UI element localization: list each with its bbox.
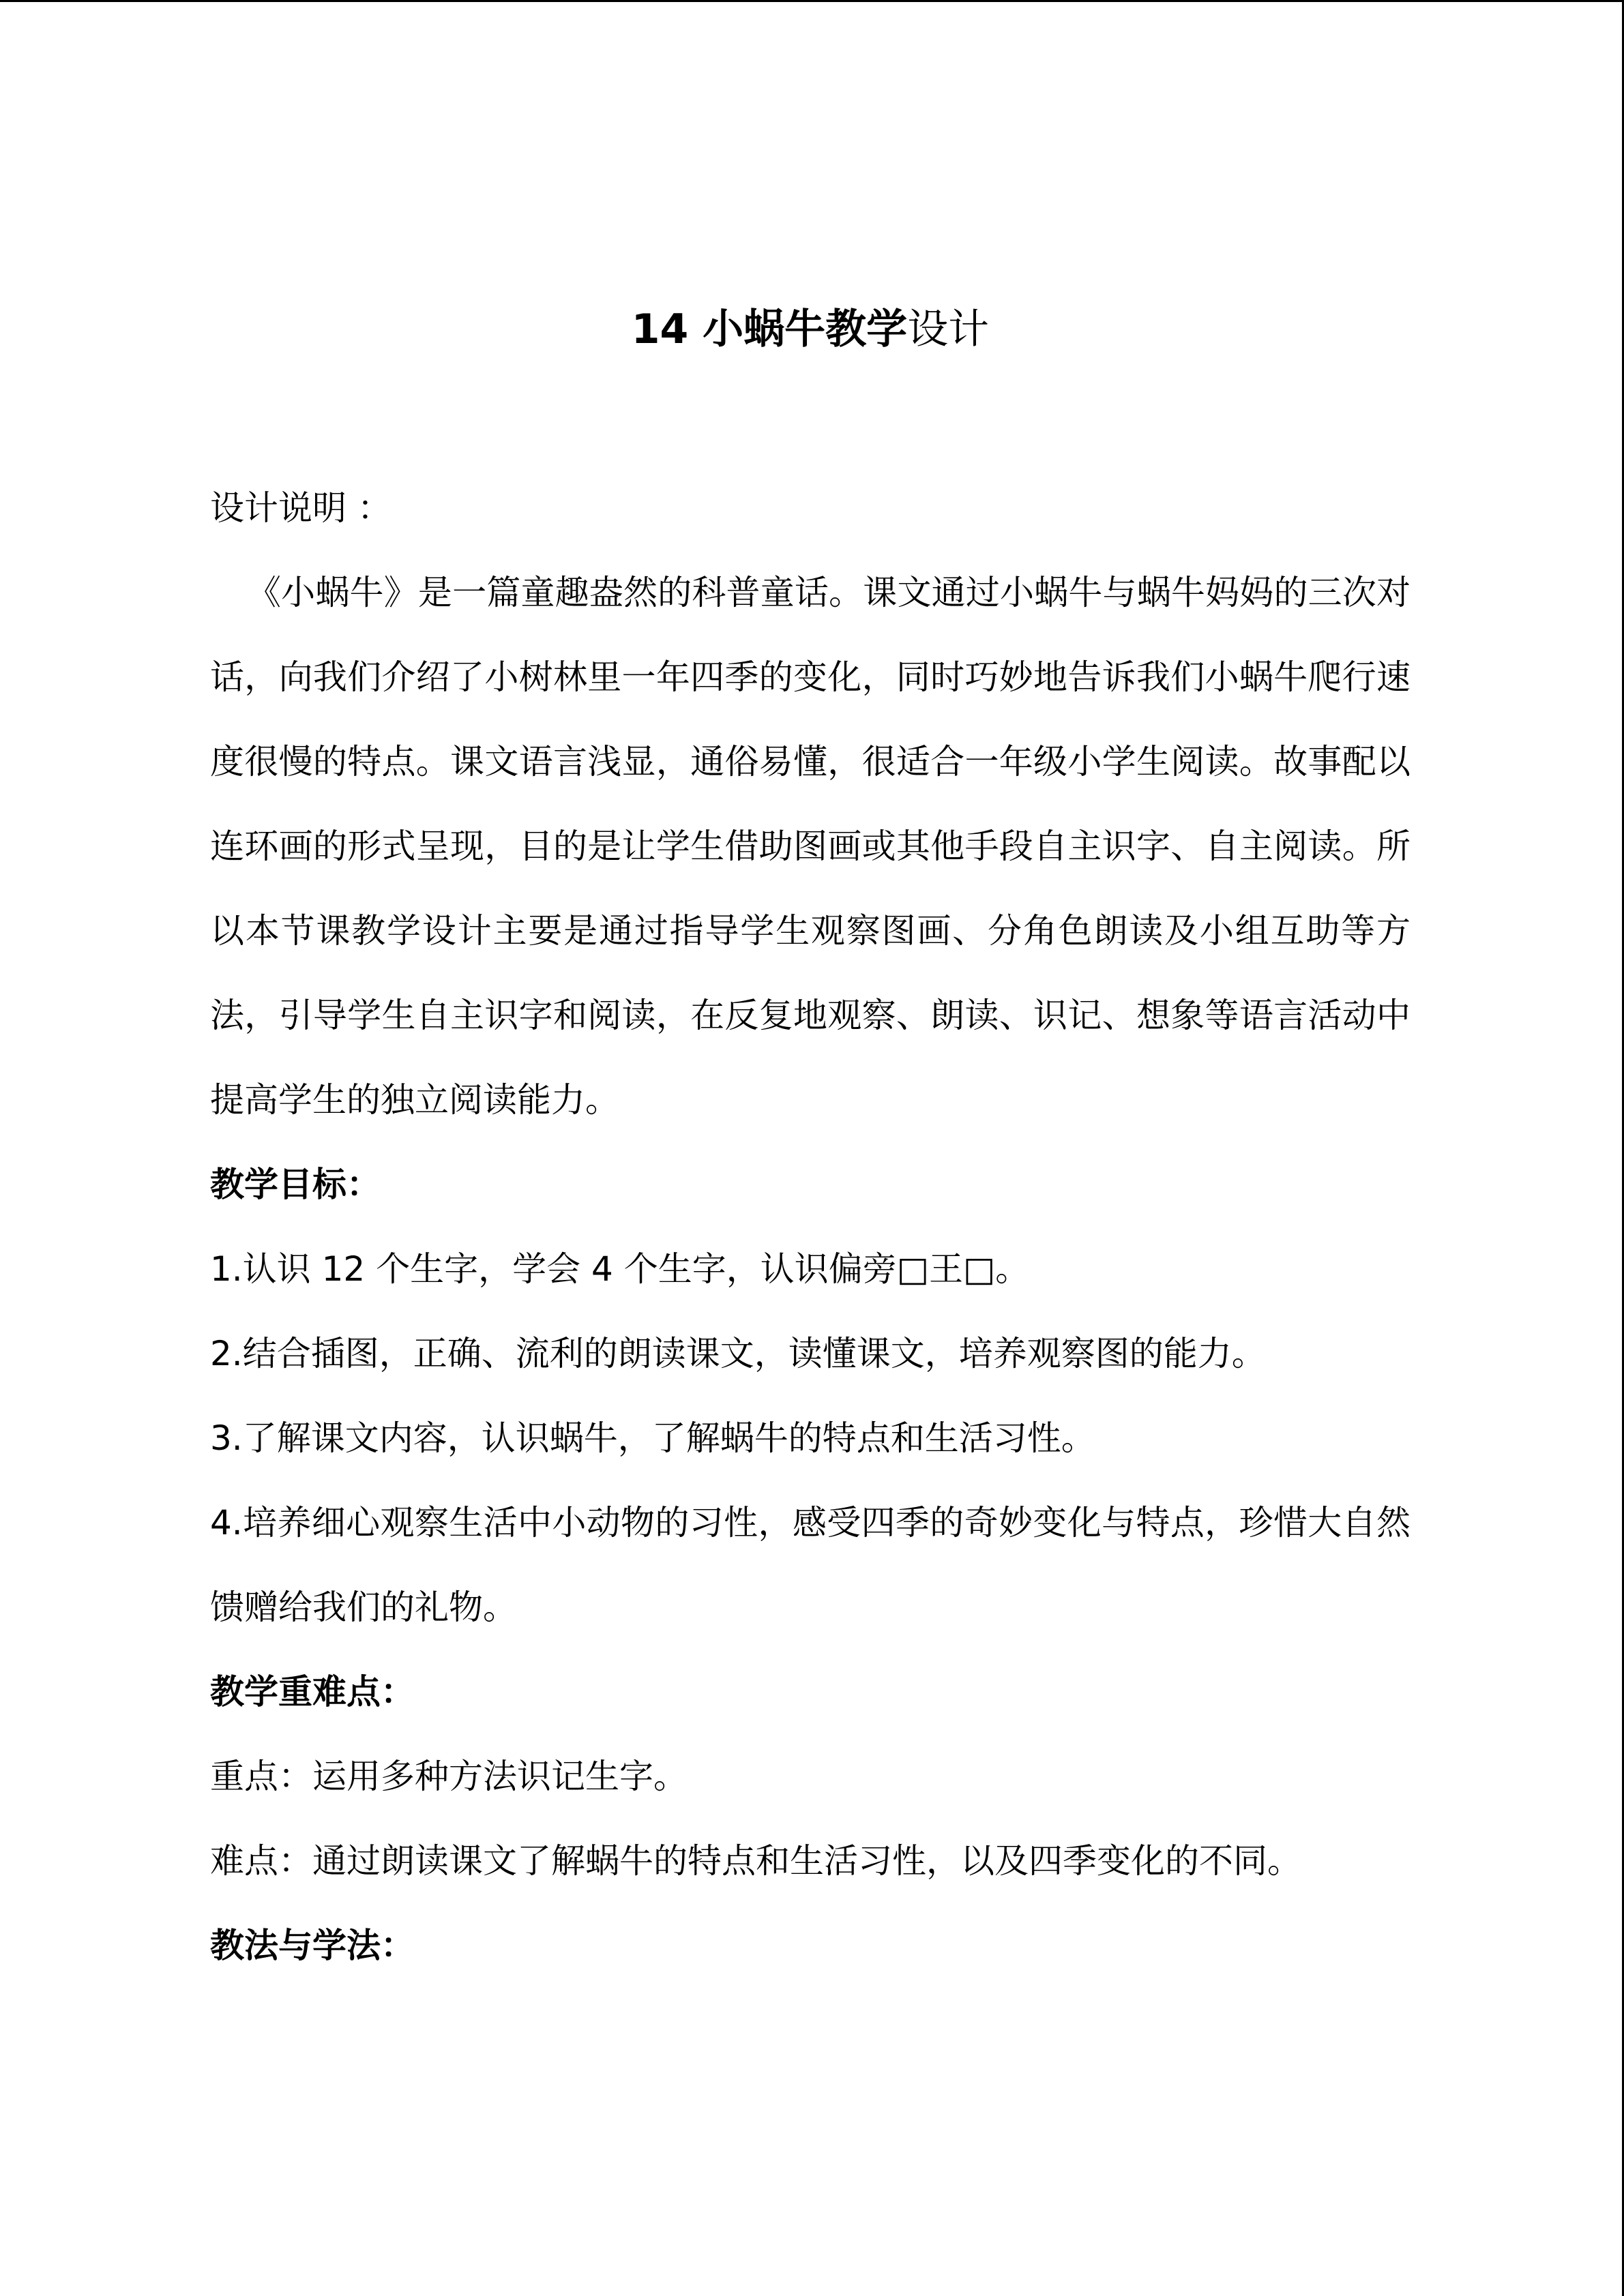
design-heading: 设计说明 ： (210, 488, 392, 528)
goals-heading: 教学目标： (210, 1165, 381, 1204)
methods-heading: 教法与学法： (210, 1926, 415, 1965)
title-plain-part: 设计 (907, 305, 990, 353)
goal-item-2: 2.结合插图，正确、流利的朗读课文，读懂课文，培养观察图的能力。 (210, 1334, 1266, 1373)
difficult-point: 难点：通过朗读课文了解蜗牛的特点和生活习性，以及四季变化的不同。 (210, 1841, 1301, 1881)
goal-item-1: 1.认识 12 个生字，学会 4 个生字，认识偏旁□王□。 (210, 1249, 1030, 1289)
design-paragraph: 《小蜗牛》是一篇童趣盎然的科普童话。课文通过小蜗牛与蜗牛妈妈的三次对话，向我们介绍了小树林里一年四季的变化，同时巧妙地告诉我们小蜗牛爬行速度很慢的特点。课文语言浅显，通俗易懂，很适合一年级小学生阅读。故事配以连环画的形式呈现，目的是让学生借助图画或其他手段自主识字、自主阅读。所以本节课教学设计主要是通过指导学生观察图画、分角色朗读及小组互助等方法，引导学生自主识字和阅读，在反复地观察、朗读、识记、想象等语言活动中提高学生的独立阅读能力。 (210, 573, 1411, 1120)
key-point: 重点：运用多种方法识记生字。 (210, 1757, 688, 1796)
goal-item-4: 4.培养细心观察生活中小动物的习性，感受四季的奇妙变化与特点，珍惜大自然馈赠给我们的礼物。 (210, 1503, 1411, 1627)
document-title (210, 302, 1411, 357)
goal-item-3: 3.了解课文内容，认识蜗牛，了解蜗牛的特点和生活习性。 (210, 1418, 1095, 1458)
key-difficult-heading: 教学重难点： (210, 1672, 415, 1712)
title-bold-part: 14 小蜗牛教学 (631, 305, 908, 353)
document-body (210, 302, 1411, 1988)
